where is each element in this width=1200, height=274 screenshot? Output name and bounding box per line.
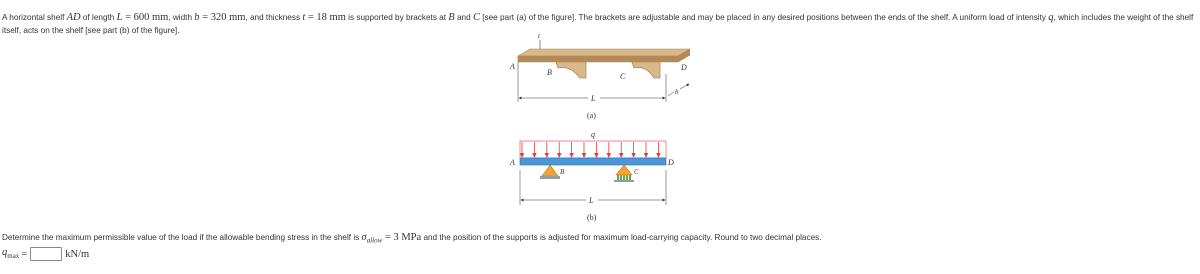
qmax-answer-input[interactable] [30,247,62,261]
shelf-top [518,49,690,56]
roller [629,175,631,180]
label-D-b: D [668,158,674,167]
label-C-b: C [634,168,639,176]
answer-label [2,247,19,260]
label-A: A [510,62,515,71]
symbol-b: b [194,12,200,23]
roller-support-c [616,165,632,175]
load-arrowhead [545,153,549,158]
load-arrows [520,142,661,158]
sigma-subscript: allow [366,236,383,245]
problem-text: , and thickness [245,13,303,22]
answer-equals: = [21,248,28,260]
load-arrowhead [582,153,586,158]
problem-text: , which includes the weight of the shelf itself, acts on the shelf [see part (b) of the figure]. [2,13,1194,35]
allowable-stress-value: = 3 MPa [382,232,422,243]
symbol-sigma: σ [361,232,367,243]
load-arrowhead [520,153,524,158]
thickness-value: = 18 mm [305,12,346,23]
label-q: q [591,130,595,139]
symbol-B: B [448,12,455,23]
problem-text: [see part (a) of the figure]. The brackets are adjustable and may be placed in any desired positions between the ends of the shelf. A uniform load of intensity [479,13,1049,22]
question-text-part: Determine the maximum permissible value of the load if the allowable bending stress in the shelf is [2,233,362,242]
load-arrowhead [607,153,611,158]
problem-text: is supported by brackets at [345,13,449,22]
problem-text: , width [168,13,195,22]
answer-unit: kN/m [65,248,90,260]
label-C: C [620,72,626,81]
load-arrowhead [594,153,598,158]
answer-row [2,246,89,262]
symbol-q: q [1048,12,1054,23]
caption-b: (b) [587,213,597,222]
symbol-AD: AD [66,12,81,23]
roller [623,175,625,180]
shelf-figure [500,30,690,225]
dimension-line [668,92,674,96]
load-arrowhead [532,153,536,158]
roller [626,175,628,180]
problem-text: and [454,13,473,22]
question-text [2,232,1196,247]
answer-subscript: max [7,252,20,261]
question-text-part: and the position of the supports is adjusted for maximum load-carrying capacity. Round to two decimal places. [421,233,822,242]
symbol-t: t [302,12,306,23]
caption-a: (a) [587,111,596,120]
load-arrowhead [644,153,648,158]
width-value: = 320 mm [199,12,246,23]
label-L-a: L [591,94,596,103]
beam [520,158,666,165]
label-b: b [675,88,679,96]
load-arrowhead [656,153,660,158]
load-arrowhead [557,153,561,158]
ground-c [614,180,634,182]
load-arrowhead [631,153,635,158]
roller [620,175,622,180]
problem-text: A horizontal shelf [2,13,67,22]
dimension-line [680,84,689,89]
label-B: B [547,68,552,77]
label-t: t [538,32,540,40]
shelf-front [518,56,678,62]
label-A-b: A [510,158,515,167]
label-L-b: L [589,196,594,205]
load-region [520,141,666,158]
pin-support-b [542,165,558,176]
symbol-C: C [472,12,480,23]
label-B-b: B [560,168,565,176]
bracket-b [556,62,586,78]
beam-part-b [509,130,674,222]
rollers [617,175,631,180]
label-D: D [681,63,687,72]
answer-symbol: q [2,247,8,259]
shelf-figure-svg [500,30,690,225]
shelf-part-a [509,32,690,120]
symbol-L: L [116,12,123,23]
load-arrowhead [619,153,623,158]
length-value: = 600 mm [122,12,169,23]
problem-text: of length [80,13,117,22]
roller [617,175,619,180]
bracket-c [632,62,660,78]
load-arrowhead [569,153,573,158]
ground-b [540,176,560,179]
